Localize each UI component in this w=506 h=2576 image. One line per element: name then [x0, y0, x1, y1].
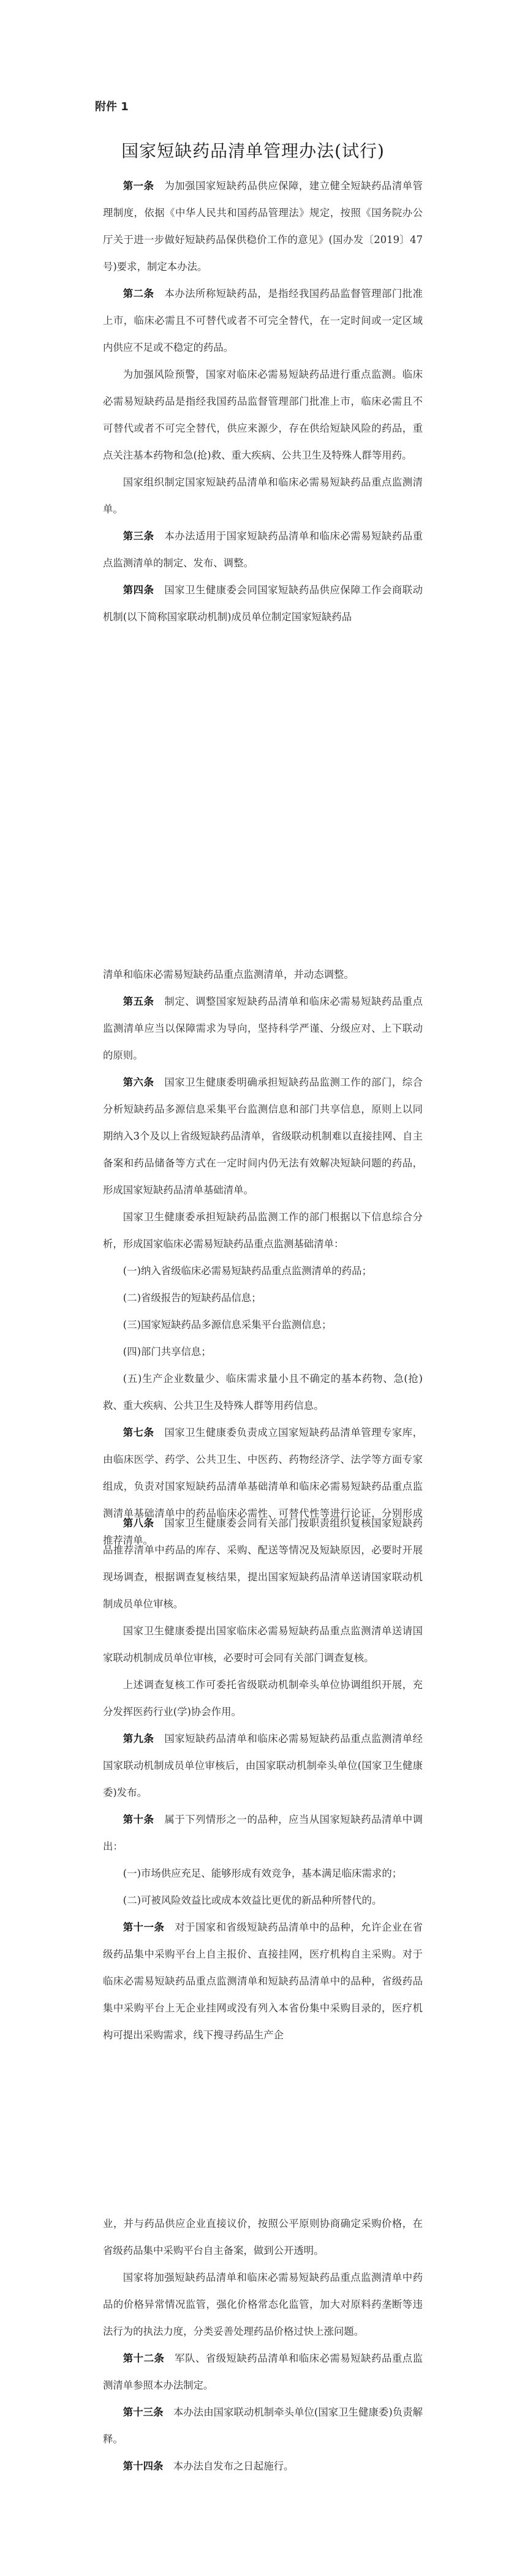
article-text: 属于下列情形之一的品种，应当从国家短缺药品清单中调出：	[103, 1814, 423, 1852]
article-paragraph	[103, 1618, 423, 1672]
article-paragraph	[103, 1069, 423, 1204]
article-text: (五)生产企业数量少、临床需求量小且不确定的基本药物、急(抢)救、重大疾病、公共卫生及特殊人群等用药信息。	[103, 1373, 423, 1411]
article-label: 第六条	[123, 1076, 154, 1088]
article-text: 对于国家和省级短缺药品清单中的品种，允许企业在省级药品集中采购平台上自主报价、直接挂网，医疗机构自主采购。对于临床必需易短缺药品重点监测清单和短缺药品清单中的品种，省级药品集中采购平台上无企业挂网或没有列入本省份集中采购目录的，医疗机构可提出采购需求，线下搜寻药品生产企	[103, 1921, 423, 2041]
article-label: 第十一条	[123, 1921, 165, 1933]
article-text: 国家短缺药品清单和临床必需易短缺药品重点监测清单经国家联动机制成员单位审核后，由国家联动机制牵头单位(国家卫生健康委)发布。	[103, 1733, 423, 1798]
article-paragraph	[103, 1806, 423, 1860]
article-paragraph	[103, 1887, 423, 1914]
article-paragraph	[103, 1672, 423, 1725]
article-paragraph	[103, 1860, 423, 1887]
article-label: 第一条	[123, 180, 154, 192]
article-text: (四)部门共享信息；	[123, 1346, 211, 1357]
article-text: 国家卫生健康委提出国家临床必需易短缺药品重点监测清单送请国家联动机制成员单位审核，必要时可会同有关部门调查复核。	[103, 1625, 423, 1664]
article-paragraph	[103, 2453, 423, 2480]
article-text: 本办法自发布之日起施行。	[173, 2460, 294, 2472]
article-block-3	[103, 1510, 423, 2049]
article-label: 第九条	[123, 1733, 154, 1744]
article-paragraph	[103, 469, 423, 523]
article-label: 第十三条	[123, 2406, 164, 2418]
article-text: (一)市场供应充足、能够形成有效竞争，基本满足临床需求的；	[123, 1868, 402, 1879]
article-label: 第七条	[123, 1427, 154, 1438]
article-paragraph	[103, 1285, 423, 1312]
article-text: (三)国家短缺药品多源信息采集平台监测信息；	[123, 1319, 332, 1331]
article-text: (一)纳入省级临床必需易短缺药品重点监测清单的药品；	[123, 1265, 372, 1277]
article-label: 第二条	[123, 288, 154, 299]
article-paragraph	[103, 280, 423, 361]
article-paragraph	[103, 2264, 423, 2345]
article-text: 国家组织制定国家短缺药品清单和临床必需易短缺药品重点监测清单。	[103, 476, 423, 515]
article-text: 国家卫生健康委会同国家短缺药品供应保障工作会商联动机制(以下简称国家联动机制)成员单位制定国家短缺药品	[103, 584, 423, 623]
article-label: 第四条	[123, 584, 154, 596]
article-text: 国家卫生健康委承担短缺药品监测工作的部门根据以下信息综合分析，形成国家临床必需易短缺药品重点监测基础清单：	[103, 1211, 423, 1250]
article-paragraph	[103, 1914, 423, 2049]
document-title: 国家短缺药品清单管理办法(试行)	[121, 141, 385, 161]
article-paragraph	[103, 523, 423, 577]
article-text: 国家卫生健康委负责成立国家短缺药品清单管理专家库，由临床医学、药学、公共卫生、中医药、药物经济学、法学等方面专家组成，负责对国家短缺药品清单基础清单和临床必需易短缺药品重点监测清单基础清单中的药品临床必需性、可替代性等进行论证，分别形成推荐清单。	[103, 1427, 423, 1546]
article-text: 上述调查复核工作可委托省级联动机制牵头单位协调组织开展，充分发挥医药行业(学)协会作用。	[103, 1679, 423, 1718]
article-block-2	[103, 961, 423, 1554]
article-paragraph	[103, 1510, 423, 1618]
article-text: 军队、省级短缺药品清单和临床必需易短缺药品重点监测清单参照本办法制定。	[103, 2353, 423, 2391]
article-paragraph	[103, 2399, 423, 2453]
article-paragraph	[103, 2345, 423, 2399]
article-text: 本办法适用于国家短缺药品清单和临床必需易短缺药品重点监测清单的制定、发布、调整。	[103, 530, 423, 569]
article-block-4	[103, 2210, 423, 2480]
article-paragraph	[103, 1312, 423, 1339]
article-paragraph	[103, 1258, 423, 1285]
article-text: 国家将加强短缺药品清单和临床必需易短缺药品重点监测清单中药品的价格异常情况监管，强化价格常态化监管，加大对原料药垄断等违法行为的执法力度，分类妥善处理药品价格过快上涨问题。	[103, 2272, 423, 2337]
article-paragraph	[103, 577, 423, 631]
article-paragraph	[103, 1339, 423, 1365]
article-text: (二)省级报告的短缺药品信息；	[123, 1292, 262, 1304]
article-text: 国家卫生健康委会同有关部门按职责组织复核国家短缺药品推荐清单中药品的库存、采购、配送等情况及短缺原因，必要时开展现场调查，根据调查复核结果，提出国家短缺药品清单送请国家联动机制成员单位审核。	[103, 1517, 423, 1610]
article-text: 国家卫生健康委明确承担短缺药品监测工作的部门，综合分析短缺药品多源信息采集平台监测信息和部门共享信息，原则上以同期纳入3个及以上省级短缺药品清单，省级联动机制难以直接挂网、自主备案和药品储备等方式在一定时间内仍无法有效解决短缺问题的药品，形成国家短缺药品清单基础清单。	[103, 1076, 423, 1196]
article-paragraph	[103, 961, 423, 988]
article-paragraph	[103, 988, 423, 1069]
article-text: 为加强国家短缺药品供应保障，建立健全短缺药品清单管理制度，依据《中华人民共和国药品管理法》规定，按照《国务院办公厅关于进一步做好短缺药品保供稳价工作的意见》(国办发〔2019〕47号)要求，制定本办法。	[103, 180, 423, 272]
article-paragraph	[103, 1204, 423, 1258]
article-label: 第十四条	[123, 2460, 164, 2472]
article-block-1	[103, 173, 423, 631]
article-text: 业，并与药品供应企业直接议价，按照公平原则协商确定采购价格，在省级药品集中采购平台自主备案，做到公开透明。	[103, 2218, 423, 2256]
article-paragraph	[103, 1365, 423, 1419]
article-text: 为加强风险预警，国家对临床必需易短缺药品进行重点监测。临床必需易短缺药品是指经我国药品监督管理部门批准上市，临床必需且不可替代或者不可完全替代，供应来源少，存在供给短缺风险的药品，重点关注基本药物和急(抢)救、重大疾病、公共卫生及特殊人群等用药。	[103, 369, 423, 461]
article-label: 第十二条	[123, 2353, 165, 2364]
article-paragraph	[103, 1725, 423, 1806]
article-label: 第八条	[123, 1517, 154, 1529]
article-paragraph	[103, 361, 423, 469]
article-text: (二)可被风险效益比或成本效益比更优的新品种所替代的。	[123, 1894, 382, 1906]
article-text: 清单和临床必需易短缺药品重点监测清单，并动态调整。	[103, 969, 354, 980]
article-label: 第五条	[123, 996, 154, 1007]
attachment-label: 附件 1	[95, 100, 129, 113]
article-text: 制定、调整国家短缺药品清单和临床必需易短缺药品重点监测清单应当以保障需求为导向，坚持科学严谨、分级应对、上下联动的原则。	[103, 996, 423, 1061]
article-paragraph	[103, 173, 423, 280]
article-label: 第三条	[123, 530, 154, 542]
article-text: 本办法所称短缺药品，是指经我国药品监督管理部门批准上市，临床必需且不可替代或者不可完全替代，在一定时间或一定区域内供应不足或不稳定的药品。	[103, 288, 423, 353]
article-text: 本办法由国家联动机制牵头单位(国家卫生健康委)负责解释。	[103, 2406, 423, 2445]
article-label: 第十条	[123, 1814, 154, 1825]
article-paragraph	[103, 2210, 423, 2264]
